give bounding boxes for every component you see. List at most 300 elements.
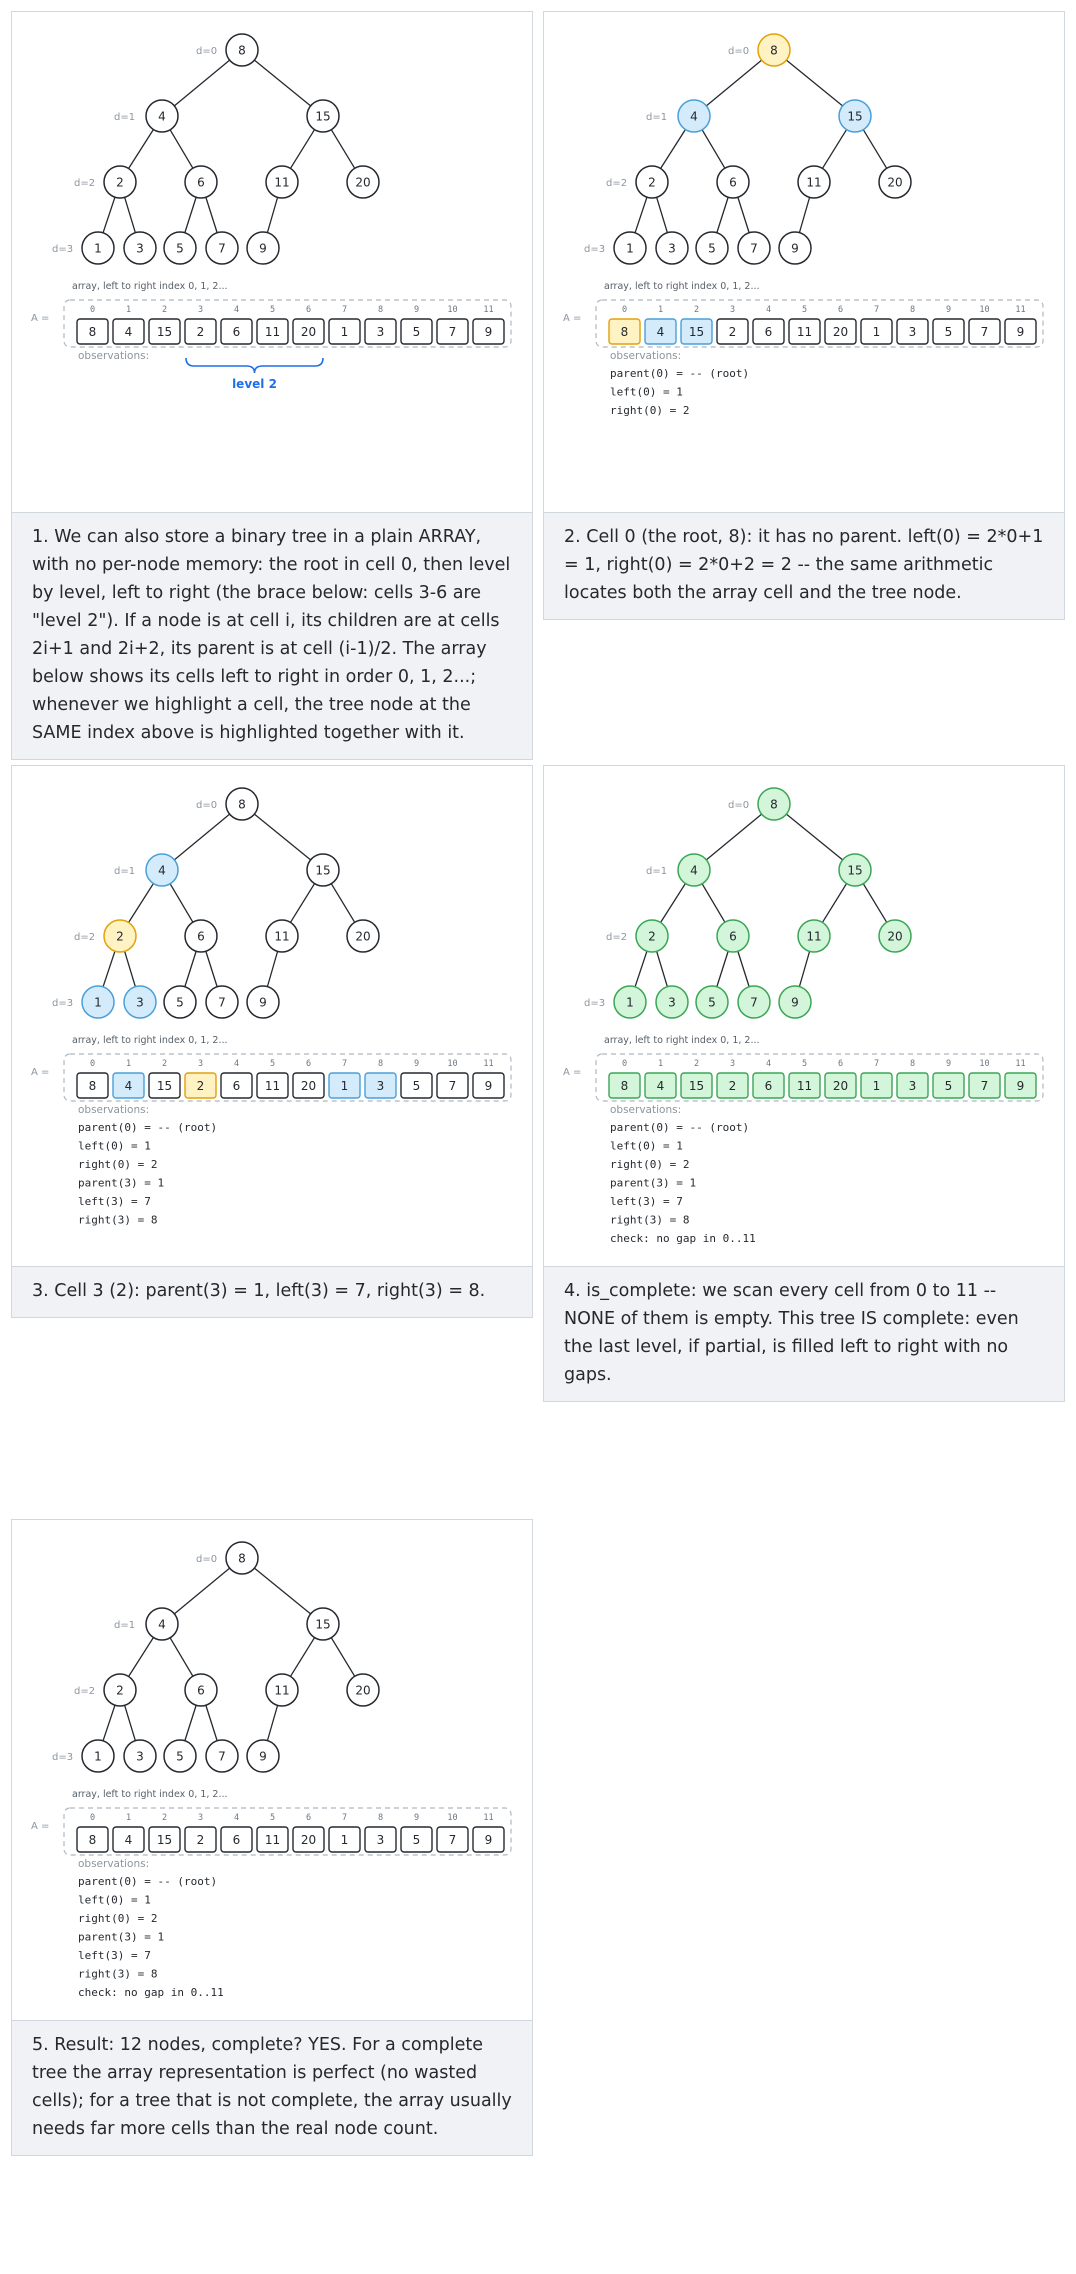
array-cell — [861, 319, 892, 344]
array-cell — [113, 1073, 144, 1098]
tree-edge — [799, 951, 809, 986]
observation-line: right(0) = 2 — [78, 1912, 158, 1925]
array-cell — [77, 1827, 108, 1852]
array-cell-value: 2 — [196, 1079, 205, 1093]
tree-node — [104, 166, 136, 198]
tree-node-value: 9 — [791, 995, 799, 1010]
array-index: 0 — [89, 305, 96, 315]
array-cell-value: 9 — [484, 325, 493, 339]
array-index: 8 — [377, 1813, 384, 1823]
tree-node — [879, 166, 911, 198]
array-cell — [753, 319, 784, 344]
tree-edge — [174, 1568, 229, 1614]
array-cell-value: 15 — [156, 1079, 173, 1093]
array-index: 11 — [1015, 305, 1026, 315]
tree-edge — [129, 883, 154, 922]
tree-edge — [103, 951, 115, 987]
tree-node-value: 6 — [197, 1683, 205, 1698]
tree-node — [266, 166, 298, 198]
tree-node — [146, 100, 178, 132]
observation-line: parent(0) = -- (root) — [610, 1121, 750, 1134]
observation-line: left(0) = 1 — [78, 1893, 151, 1907]
level-label: d=2 — [74, 932, 96, 943]
array-cell-value: 6 — [764, 1079, 773, 1093]
tree-node-value: 6 — [729, 929, 737, 944]
array-cell — [293, 1073, 324, 1098]
step-panel-1 — [11, 11, 533, 760]
array-index: 9 — [413, 1813, 420, 1823]
tree-edge — [129, 129, 154, 168]
observation-line: right(3) = 8 — [610, 1213, 690, 1227]
array-cell — [473, 319, 504, 344]
array-cell — [1005, 319, 1036, 344]
array-index: 5 — [269, 1059, 276, 1069]
tree-node — [798, 166, 830, 198]
array-index: 0 — [89, 1059, 96, 1069]
array-cell — [825, 1073, 856, 1098]
array-cell — [681, 319, 712, 344]
array-index: 1 — [125, 1059, 132, 1069]
observation-line: check: no gap in 0..11 — [610, 1232, 756, 1245]
array-index: 9 — [945, 305, 952, 315]
array-cell-value: 3 — [376, 325, 385, 339]
array-index: 4 — [233, 1059, 240, 1069]
array-cell-value: 20 — [300, 1079, 317, 1093]
tree-node-value: 7 — [218, 1749, 226, 1764]
array-index: 9 — [413, 305, 420, 315]
array-cell — [257, 1827, 288, 1852]
observation-line: parent(0) = -- (root) — [610, 367, 750, 380]
tree-node — [247, 232, 279, 264]
tree-node — [696, 232, 728, 264]
array-index: 8 — [909, 1059, 916, 1069]
array-cell-value: 11 — [796, 325, 813, 339]
array-index: 10 — [447, 1813, 458, 1823]
tree-node-value: 20 — [355, 1683, 371, 1698]
array-index: 7 — [341, 1059, 348, 1069]
array-cell-value: 7 — [448, 1833, 457, 1847]
tree-edge — [786, 60, 842, 106]
array-name: A = — [563, 1067, 582, 1078]
array-cell-value: 8 — [620, 325, 629, 339]
array-cell — [969, 319, 1000, 344]
tree-edge — [103, 197, 115, 233]
tree-node — [124, 986, 156, 1018]
array-cell — [897, 319, 928, 344]
array-cell-value: 20 — [832, 1079, 849, 1093]
level-label: d=1 — [114, 1620, 136, 1631]
tree-node — [717, 166, 749, 198]
array-caption: array, left to right index 0, 1, 2... — [72, 1035, 228, 1046]
level-label: d=2 — [74, 178, 96, 189]
tree-array-diagram — [544, 12, 1064, 512]
tree-node — [656, 986, 688, 1018]
array-cell — [329, 1073, 360, 1098]
array-index: 3 — [197, 1813, 204, 1823]
array-index: 9 — [413, 1059, 420, 1069]
observation-line: left(3) = 7 — [78, 1195, 151, 1208]
array-cell — [365, 1827, 396, 1852]
tree-node-value: 7 — [750, 995, 758, 1010]
tree-edge — [661, 883, 686, 922]
array-cell-value: 2 — [196, 325, 205, 339]
array-cell-value: 5 — [412, 1079, 421, 1093]
array-cell-value: 1 — [872, 325, 881, 339]
array-cell-value: 4 — [124, 1833, 133, 1847]
array-cell-value: 5 — [944, 325, 953, 339]
array-cell-value: 8 — [88, 1833, 97, 1847]
array-cell — [221, 1827, 252, 1852]
tree-node — [104, 920, 136, 952]
tree-node-value: 5 — [708, 241, 716, 256]
array-cell-value: 11 — [264, 325, 281, 339]
level-label: d=2 — [606, 932, 628, 943]
tree-node — [266, 1674, 298, 1706]
step-panel-5 — [11, 1519, 533, 2156]
tree-edge — [331, 884, 354, 923]
array-index: 6 — [305, 305, 312, 315]
array-cell — [717, 319, 748, 344]
tree-edge — [635, 951, 647, 987]
tree-node-value: 11 — [274, 1683, 290, 1698]
tree-edge — [185, 197, 196, 233]
observations-heading: observations: — [78, 350, 150, 362]
tree-edge — [267, 1705, 277, 1740]
array-cell — [221, 1073, 252, 1098]
tree-edge — [738, 197, 749, 233]
array-cell — [473, 1073, 504, 1098]
array-cell-value: 6 — [232, 1079, 241, 1093]
array-cell-value: 1 — [340, 1833, 349, 1847]
tree-array-diagram — [12, 766, 532, 1266]
tree-node — [185, 1674, 217, 1706]
array-cell — [825, 319, 856, 344]
step-panel-3 — [11, 765, 533, 1318]
level-label: d=2 — [606, 178, 628, 189]
array-index: 4 — [233, 305, 240, 315]
tree-edge — [799, 197, 809, 232]
observations-heading: observations: — [610, 1104, 682, 1116]
array-cell — [185, 1827, 216, 1852]
array-index: 0 — [621, 1059, 628, 1069]
array-cell — [329, 319, 360, 344]
array-cell-value: 11 — [264, 1833, 281, 1847]
level-label: d=3 — [52, 244, 74, 255]
tree-node-value: 8 — [770, 797, 778, 812]
tree-node — [247, 986, 279, 1018]
level-label: d=0 — [196, 46, 218, 57]
tree-node-value: 5 — [176, 241, 184, 256]
tree-node — [146, 854, 178, 886]
tree-edge — [657, 197, 668, 232]
tree-edge — [125, 1705, 136, 1740]
step-caption: 2. Cell 0 (the root, 8): it has no parent. left(0) = 2*0+1 = 1, right(0) = 2*0+2 = 2 -- the same arithmetic locates both the array cell and the tree node. — [544, 512, 1064, 619]
observation-line: left(0) = 1 — [610, 1139, 683, 1153]
tree-node-value: 8 — [770, 43, 778, 58]
level-label: d=0 — [728, 46, 750, 57]
level-label: d=0 — [728, 800, 750, 811]
array-cell-value: 6 — [232, 325, 241, 339]
tree-node-value: 15 — [315, 863, 331, 878]
observation-line: parent(3) = 1 — [78, 1930, 165, 1944]
level-label: d=0 — [196, 800, 218, 811]
array-cell — [645, 319, 676, 344]
tree-node — [738, 232, 770, 264]
array-cell-value: 7 — [448, 325, 457, 339]
array-cell — [365, 319, 396, 344]
tree-node — [758, 34, 790, 66]
array-cell-value: 9 — [484, 1833, 493, 1847]
tree-edge — [702, 884, 725, 922]
tree-node-value: 20 — [887, 929, 903, 944]
observation-line: right(3) = 8 — [78, 1967, 158, 1981]
tree-edge — [170, 1638, 193, 1676]
array-cell-value: 15 — [156, 325, 173, 339]
observations-heading: observations: — [78, 1104, 150, 1116]
tree-node — [82, 1740, 114, 1772]
array-index: 11 — [1015, 1059, 1026, 1069]
array-cell — [149, 1073, 180, 1098]
array-caption: array, left to right index 0, 1, 2... — [72, 1789, 228, 1800]
tree-node — [226, 1542, 258, 1574]
observation-line: parent(0) = -- (root) — [78, 1121, 218, 1134]
tree-node-value: 3 — [136, 995, 144, 1010]
tree-node-value: 9 — [259, 241, 267, 256]
tree-node-value: 4 — [690, 863, 698, 878]
tree-node — [678, 100, 710, 132]
level-brace — [186, 358, 323, 373]
array-cell-value: 3 — [376, 1079, 385, 1093]
observation-line: left(0) = 1 — [78, 1139, 151, 1153]
level-label: d=0 — [196, 1554, 218, 1565]
array-cell-value: 8 — [88, 1079, 97, 1093]
array-cell — [185, 1073, 216, 1098]
array-index: 7 — [873, 1059, 880, 1069]
array-cell-value: 1 — [340, 325, 349, 339]
array-cell-value: 6 — [232, 1833, 241, 1847]
array-index: 8 — [909, 305, 916, 315]
tree-node — [206, 232, 238, 264]
array-cell — [293, 1827, 324, 1852]
array-cell-value: 7 — [980, 325, 989, 339]
tree-node-value: 15 — [847, 863, 863, 878]
tree-node — [226, 34, 258, 66]
array-cell-value: 4 — [656, 1079, 665, 1093]
tree-node-value: 11 — [274, 929, 290, 944]
tree-edge — [331, 1638, 354, 1677]
tree-edge — [786, 814, 842, 860]
array-cell-value: 9 — [1016, 325, 1025, 339]
array-cell-value: 7 — [448, 1079, 457, 1093]
step-panel-2 — [543, 11, 1065, 620]
tree-node — [82, 986, 114, 1018]
observations-heading: observations: — [610, 350, 682, 362]
tree-node — [266, 920, 298, 952]
step-caption: 4. is_complete: we scan every cell from 0 to 11 -- NONE of them is empty. This tree IS complete: even the last level, if partial, is filled left to right with no gaps. — [544, 1266, 1064, 1401]
tree-edge — [254, 60, 310, 106]
tree-node — [307, 100, 339, 132]
array-index: 11 — [483, 1813, 494, 1823]
array-cell — [717, 1073, 748, 1098]
tree-edge — [290, 884, 314, 923]
array-cell — [113, 319, 144, 344]
array-cell — [645, 1073, 676, 1098]
array-cell-value: 2 — [196, 1833, 205, 1847]
tree-node — [124, 232, 156, 264]
tree-array-diagram — [12, 12, 532, 512]
observation-line: parent(3) = 1 — [610, 1176, 697, 1190]
tree-node — [717, 920, 749, 952]
tree-node-value: 5 — [176, 1749, 184, 1764]
array-cell — [609, 319, 640, 344]
array-index: 2 — [161, 1059, 168, 1069]
tree-node-value: 8 — [238, 797, 246, 812]
array-name: A = — [31, 313, 50, 324]
tree-edge — [125, 197, 136, 232]
level-label: d=2 — [74, 1686, 96, 1697]
array-cell — [149, 1827, 180, 1852]
tree-edge — [185, 1705, 196, 1741]
array-cell-value: 1 — [340, 1079, 349, 1093]
tree-node — [247, 1740, 279, 1772]
tree-node-value: 2 — [116, 1683, 124, 1698]
tree-edge — [331, 130, 354, 169]
array-index: 7 — [873, 305, 880, 315]
array-caption: array, left to right index 0, 1, 2... — [72, 281, 228, 292]
array-caption: array, left to right index 0, 1, 2... — [604, 1035, 760, 1046]
array-index: 2 — [161, 305, 168, 315]
array-cell — [437, 1827, 468, 1852]
array-index: 10 — [979, 1059, 990, 1069]
tree-node — [758, 788, 790, 820]
tree-edge — [174, 60, 229, 106]
array-cell-value: 15 — [688, 1079, 705, 1093]
array-caption: array, left to right index 0, 1, 2... — [604, 281, 760, 292]
tree-edge — [738, 951, 749, 987]
tree-node-value: 20 — [355, 175, 371, 190]
array-cell — [861, 1073, 892, 1098]
tree-node — [738, 986, 770, 1018]
tree-node-value: 1 — [94, 1749, 102, 1764]
array-cell-value: 8 — [88, 325, 97, 339]
array-name: A = — [31, 1067, 50, 1078]
tree-node-value: 7 — [218, 241, 226, 256]
tree-edge — [290, 130, 314, 169]
tree-node-value: 15 — [315, 109, 331, 124]
tree-node — [206, 986, 238, 1018]
tree-node — [185, 166, 217, 198]
tree-node — [164, 1740, 196, 1772]
tree-node — [206, 1740, 238, 1772]
array-cell — [257, 1073, 288, 1098]
tree-node — [696, 986, 728, 1018]
tree-edge — [206, 1705, 217, 1741]
tree-node — [164, 232, 196, 264]
step-caption: 3. Cell 3 (2): parent(3) = 1, left(3) = 7, right(3) = 8. — [12, 1266, 532, 1317]
array-cell-value: 8 — [620, 1079, 629, 1093]
tree-edge — [661, 129, 686, 168]
tree-node — [185, 920, 217, 952]
tree-edge — [863, 130, 886, 169]
tree-node — [839, 854, 871, 886]
observation-line: left(3) = 7 — [78, 1949, 151, 1962]
tree-node — [307, 1608, 339, 1640]
array-index: 11 — [483, 1059, 494, 1069]
tree-edge — [706, 60, 761, 106]
array-cell — [185, 319, 216, 344]
tree-node — [347, 1674, 379, 1706]
array-index: 0 — [89, 1813, 96, 1823]
level-label: d=1 — [114, 112, 136, 123]
tree-edge — [185, 951, 196, 987]
array-cell-value: 3 — [908, 1079, 917, 1093]
observation-line: right(3) = 8 — [78, 1213, 158, 1227]
array-cell-value: 2 — [728, 1079, 737, 1093]
tree-node-value: 2 — [116, 175, 124, 190]
tree-node-value: 11 — [806, 929, 822, 944]
observation-line: parent(3) = 1 — [78, 1176, 165, 1190]
array-cell-value: 1 — [872, 1079, 881, 1093]
level-label: d=3 — [52, 1752, 74, 1763]
tree-node — [347, 166, 379, 198]
observation-line: check: no gap in 0..11 — [78, 1986, 224, 1999]
array-index: 2 — [161, 1813, 168, 1823]
tree-edge — [129, 1637, 154, 1676]
array-cell — [933, 1073, 964, 1098]
array-index: 3 — [729, 1059, 736, 1069]
tree-node-value: 3 — [136, 1749, 144, 1764]
tree-node-value: 3 — [136, 241, 144, 256]
tree-node-value: 20 — [887, 175, 903, 190]
tree-node-value: 11 — [806, 175, 822, 190]
array-cell-value: 11 — [264, 1079, 281, 1093]
tree-node-value: 5 — [708, 995, 716, 1010]
tree-edge — [254, 1568, 310, 1614]
tree-node-value: 6 — [197, 175, 205, 190]
array-index: 1 — [125, 305, 132, 315]
array-cell-value: 2 — [728, 325, 737, 339]
tree-node — [614, 232, 646, 264]
level-label: d=1 — [114, 866, 136, 877]
array-index: 0 — [621, 305, 628, 315]
array-cell — [933, 319, 964, 344]
tree-node-value: 4 — [158, 1617, 166, 1632]
brace-label: level 2 — [232, 377, 277, 391]
array-cell — [401, 1827, 432, 1852]
array-cell-value: 5 — [412, 325, 421, 339]
array-cell — [897, 1073, 928, 1098]
array-index: 11 — [483, 305, 494, 315]
array-index: 9 — [945, 1059, 952, 1069]
array-cell-value: 4 — [124, 325, 133, 339]
array-cell — [149, 319, 180, 344]
array-cell-value: 4 — [124, 1079, 133, 1093]
tree-node — [839, 100, 871, 132]
tree-edge — [267, 197, 277, 232]
array-index: 10 — [979, 305, 990, 315]
tree-edge — [863, 884, 886, 923]
array-index: 4 — [765, 305, 772, 315]
tree-edge — [254, 814, 310, 860]
tree-node-value: 7 — [218, 995, 226, 1010]
array-index: 1 — [657, 305, 664, 315]
observation-line: right(0) = 2 — [78, 1158, 158, 1171]
array-index: 7 — [341, 305, 348, 315]
tree-edge — [290, 1638, 314, 1677]
array-name: A = — [563, 313, 582, 324]
array-cell-value: 20 — [300, 325, 317, 339]
array-cell — [681, 1073, 712, 1098]
